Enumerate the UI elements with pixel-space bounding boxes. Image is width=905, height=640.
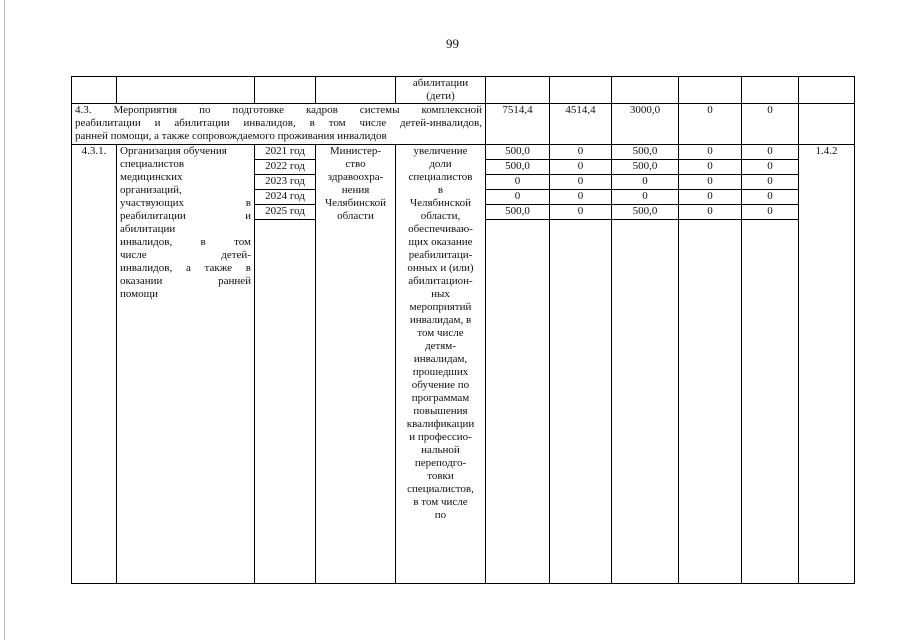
- year-regional: 0: [612, 175, 679, 190]
- executor-cell: Министер- ство здравоохра- нения Челябинской области: [316, 145, 396, 584]
- year-total: 500,0: [486, 205, 550, 220]
- item-name-cell: Организация обучения специалистов медицинских организаций, участвующих в реабилитации и абилитации инвалидов, в том числе детей- инвалидов, а также в оказании ранней помощи: [117, 145, 255, 584]
- indicator-continuation-cell: абилитации (дети): [396, 77, 486, 104]
- year-other: 0: [742, 145, 799, 160]
- year-label: 2024 год: [255, 190, 316, 205]
- year-federal: 0: [550, 160, 612, 175]
- year-local: 0: [679, 205, 742, 220]
- year-total: 500,0: [486, 145, 550, 160]
- section-total: 7514,4: [486, 104, 550, 145]
- item-number: 4.3.1.: [72, 145, 117, 584]
- year-regional: 500,0: [612, 160, 679, 175]
- section-local: 0: [679, 104, 742, 145]
- year-federal: 0: [550, 205, 612, 220]
- year-regional: 500,0: [612, 145, 679, 160]
- year-other: 0: [742, 190, 799, 205]
- page-edge-line: [4, 0, 5, 640]
- year-label: 2023 год: [255, 175, 316, 190]
- year-local: 0: [679, 145, 742, 160]
- year-other: 0: [742, 205, 799, 220]
- year-label: 2021 год: [255, 145, 316, 160]
- page-number: 99: [446, 36, 459, 51]
- year-regional: 500,0: [612, 205, 679, 220]
- table-row-section-4-3: [72, 104, 855, 145]
- year-federal: 0: [550, 190, 612, 205]
- year-regional: 0: [612, 190, 679, 205]
- year-local: 0: [679, 190, 742, 205]
- year-total: 0: [486, 175, 550, 190]
- year-local: 0: [679, 175, 742, 190]
- program-table: [71, 76, 855, 584]
- section-title-cell: 4.3. Мероприятия по подготовке кадров системы комплексной реабилитации и абилитации инвалидов, в том числе детей-инвалидов, ранней помощи, а также сопровождаемого проживания инвалидов: [72, 104, 486, 145]
- year-label: 2022 год: [255, 160, 316, 175]
- year-federal: 0: [550, 175, 612, 190]
- year-total: 0: [486, 190, 550, 205]
- section-other: 0: [742, 104, 799, 145]
- year-other: 0: [742, 160, 799, 175]
- indicator-cell: увеличение доли специалистов в Челябинской области, обеспечиваю- щих оказание реабилитаци- онных и (или) абилитацион- ных мероприятий инвалидам, в том числе детям- инвалидам, прошедших обучение по программам повышения квалификации и профессио- нальной переподго- товки специалистов, в том числе по: [396, 145, 486, 584]
- section-regional: 3000,0: [612, 104, 679, 145]
- year-federal: 0: [550, 145, 612, 160]
- target-code: 1.4.2: [799, 145, 855, 584]
- table-row-year: [72, 145, 855, 160]
- year-label: 2025 год: [255, 205, 316, 220]
- year-total: 500,0: [486, 160, 550, 175]
- year-local: 0: [679, 160, 742, 175]
- year-other: 0: [742, 175, 799, 190]
- table-row: [72, 77, 855, 104]
- section-federal: 4514,4: [550, 104, 612, 145]
